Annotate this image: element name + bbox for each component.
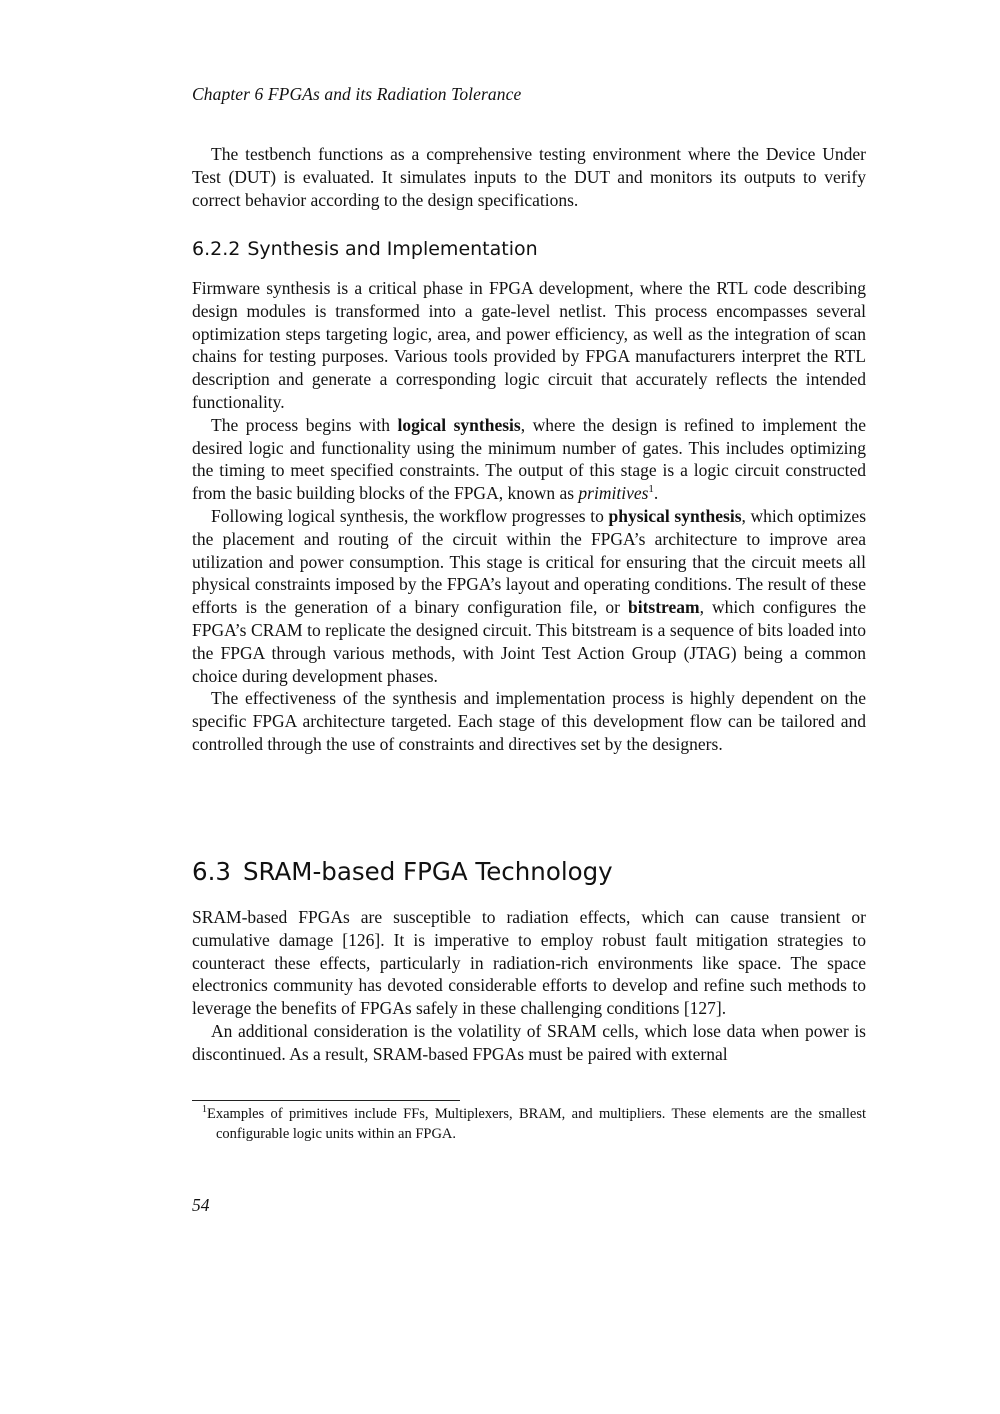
text-run: Following logical synthesis, the workflow progresses to — [211, 505, 609, 526]
footnote-divider — [192, 1100, 460, 1101]
subsection-title-text: Synthesis and Implementation — [247, 238, 538, 260]
term-bitstream: bitstream — [627, 597, 700, 618]
subsection-heading — [192, 238, 538, 260]
footnote-text: Examples of primitives include FFs, Multiplexers, BRAM, and multipliers. These elements are the smallest configurable logic units within an FPGA. — [207, 1106, 866, 1142]
section-body — [192, 906, 866, 1066]
text-run: , which optimizes the placement and routing of the circuit within the FPGA’s architecture to improve area utilization and power consumption. This stage is critical for ensuring that the circuit meets all physical constraints imposed by the FPGA’s layout and operating conditions. The result of these efforts is the generation of a binary configuration file, or — [192, 505, 866, 618]
paragraph-logical-synthesis — [192, 414, 866, 505]
section-heading — [192, 857, 613, 886]
footnote-mark: 1 — [202, 1104, 207, 1116]
section-title-text: SRAM-based FPGA Technology — [242, 857, 613, 886]
paragraph-synthesis-intro: Firmware synthesis is a critical phase in FPGA development, where the RTL code describing design modules is transformed into a gate-level netlist. This process encompasses several optimization steps targeting logic, area, and power efficiency, as well as the integration of scan chains for testing purposes. Various tools provided by FPGA manufacturers interpret the RTL description and generate a corresponding logic circuit that accurately reflects the intended functionality. — [192, 278, 866, 412]
text-run: The process begins with — [211, 414, 398, 435]
paragraph-physical-synthesis — [192, 505, 866, 687]
paragraph-sram-radiation: SRAM-based FPGAs are susceptible to radiation effects, which can cause transient or cumulative damage [126]. It is imperative to employ robust fault mitigation strategies to counteract these effects, particularly in radiation-rich environments like space. The space electronics community has devoted considerable efforts to develop and refine such methods to leverage the benefits of FPGAs safely in these challenging conditions [127]. — [192, 907, 866, 1019]
subsection-number: 6.2.2 — [192, 238, 241, 260]
subsection-body — [192, 277, 866, 756]
intro-paragraph: The testbench functions as a comprehensive testing environment where the Device Under Test (DUT) is evaluated. It simulates inputs to the DUT and monitors its outputs to verify correct behavior according to the design specifications. — [192, 144, 866, 210]
text-run: , which configures the FPGA’s CRAM to replicate the designed circuit. This bitstream is a sequence of bits loaded into the FPGA through various methods, with Joint Test Action Group (JTAG) being a common choice during development phases. — [192, 597, 866, 686]
intro-block — [192, 143, 866, 211]
term-physical-synthesis: physical synthesis — [608, 505, 742, 526]
footnote — [192, 1105, 866, 1144]
paragraph-effectiveness: The effectiveness of the synthesis and implementation process is highly dependent on the specific FPGA architecture targeted. Each stage of this development flow can be tailored and controlled through the use of constraints and directives set by the designers. — [192, 688, 866, 754]
section-number: 6.3 — [192, 857, 231, 886]
text-run: . — [653, 483, 659, 504]
term-primitives: primitives — [578, 483, 649, 504]
footnote-reference[interactable]: 1 — [648, 483, 654, 496]
running-header: Chapter 6 FPGAs and its Radiation Tolerance — [192, 84, 522, 104]
text-run: , where the design is refined to implement the desired logic and functionality using the minimum number of gates. This includes optimizing the timing to meet specified constraints. The output of this stage is a logic circuit constructed from the basic building blocks of the FPGA, known as — [192, 414, 866, 504]
paragraph-sram-volatility: An additional consideration is the volatility of SRAM cells, which lose data when power is discontinued. As a result, SRAM-based FPGAs must be paired with external — [192, 1020, 866, 1064]
term-logical-synthesis: logical synthesis — [397, 414, 521, 435]
page-number: 54 — [192, 1195, 210, 1215]
